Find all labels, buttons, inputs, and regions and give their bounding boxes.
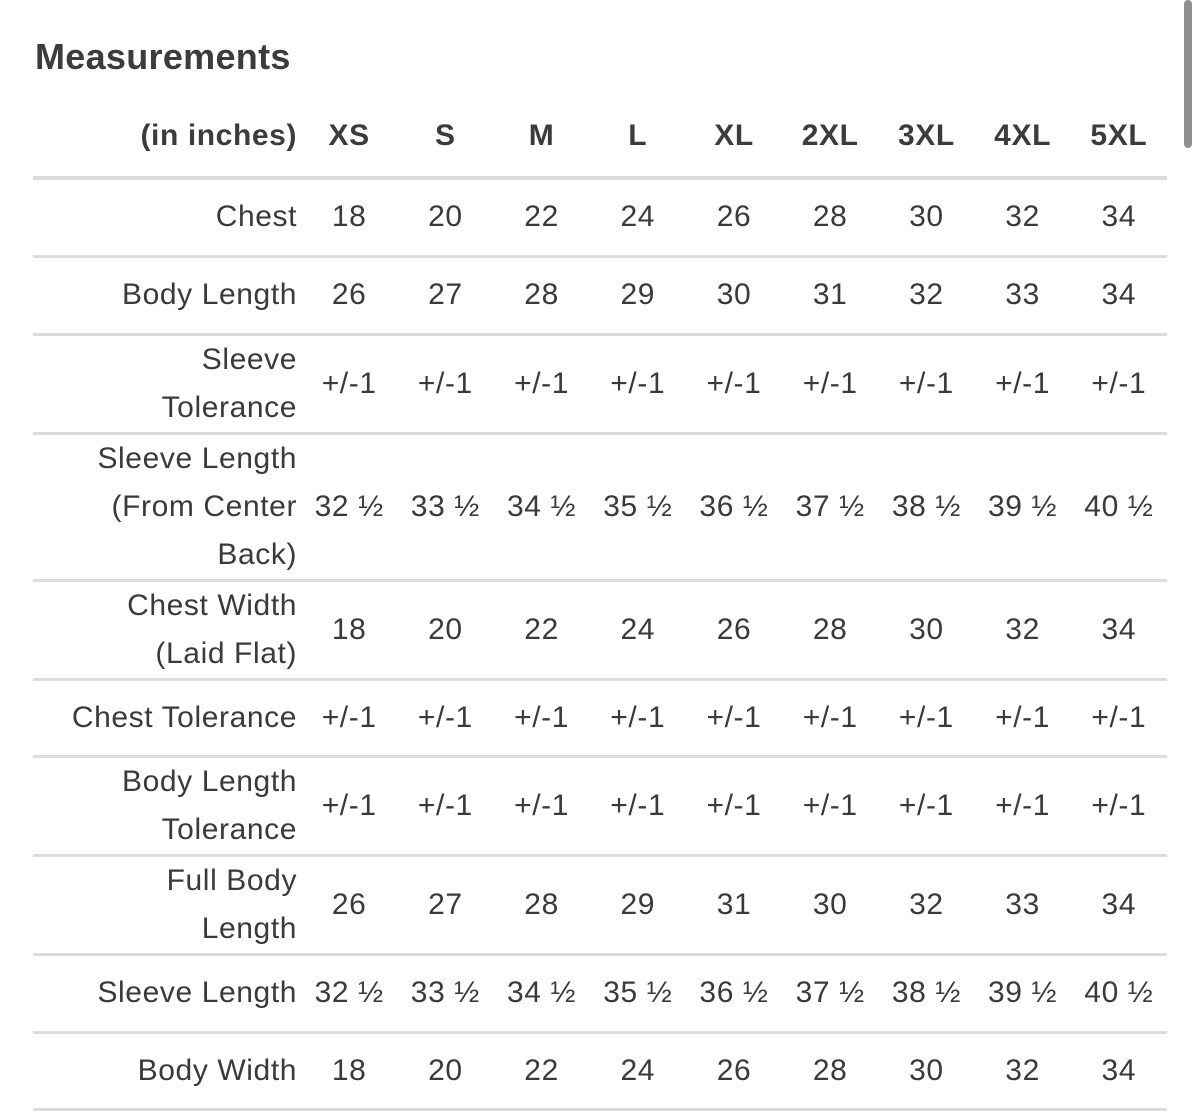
measurement-cell: 24 <box>590 580 686 679</box>
measurement-cell: 20 <box>397 580 493 679</box>
measurement-cell: +/-1 <box>782 334 878 433</box>
measurement-cell: 38 ½ <box>878 954 974 1032</box>
measurement-cell: +/-1 <box>782 679 878 756</box>
row-label <box>33 1032 301 1109</box>
measurement-cell: 32 <box>878 855 974 954</box>
measurement-cell: 26 <box>686 178 782 256</box>
row-label-line: (Laid Flat) <box>155 636 298 670</box>
row-label-line: Back) <box>217 537 298 571</box>
measurement-cell: 24 <box>590 178 686 256</box>
measurement-cell: +/-1 <box>397 756 493 855</box>
measurement-cell: 32 <box>878 256 974 334</box>
row-label-line: Tolerance <box>161 390 298 424</box>
measurement-cell: 29 <box>590 855 686 954</box>
row-label <box>33 178 301 256</box>
measurement-cell: +/-1 <box>493 679 589 756</box>
measurement-cell: 29 <box>590 256 686 334</box>
table-row <box>33 756 1167 855</box>
measurement-cell: 31 <box>782 256 878 334</box>
measurement-cell: +/-1 <box>590 756 686 855</box>
measurement-cell: +/-1 <box>301 679 397 756</box>
measurement-cell: 18 <box>301 580 397 679</box>
row-label-line: Sleeve Length <box>97 441 298 475</box>
measurement-cell: 34 ½ <box>493 433 589 580</box>
row-label-line: Sleeve <box>201 342 298 376</box>
table-row <box>33 855 1167 954</box>
measurement-cell: +/-1 <box>1071 679 1167 756</box>
measurement-cell: +/-1 <box>397 679 493 756</box>
measurement-cell: +/-1 <box>974 334 1070 433</box>
measurement-cell: 30 <box>686 256 782 334</box>
measurement-cell: +/-1 <box>1071 334 1167 433</box>
measurement-cell: +/-1 <box>397 334 493 433</box>
measurement-cell: 33 ½ <box>397 954 493 1032</box>
size-chart-body <box>33 178 1167 1109</box>
measurement-cell: +/-1 <box>493 756 589 855</box>
measurement-cell: 34 <box>1071 256 1167 334</box>
measurement-cell: 35 ½ <box>590 433 686 580</box>
size-header-row <box>33 96 1167 178</box>
table-row <box>33 1032 1167 1109</box>
row-label-line: Length <box>201 911 298 945</box>
measurement-cell: 30 <box>878 1032 974 1109</box>
measurement-cell: 22 <box>493 580 589 679</box>
measurement-cell: 28 <box>493 256 589 334</box>
size-header: XS <box>301 96 397 178</box>
measurement-cell: 38 ½ <box>878 433 974 580</box>
table-row <box>33 334 1167 433</box>
row-label-line: Body Width <box>137 1053 298 1087</box>
row-label-line: Sleeve Length <box>97 976 298 1009</box>
measurement-cell: 24 <box>590 1032 686 1109</box>
measurement-cell: 32 ½ <box>301 433 397 580</box>
row-label-line: Chest Tolerance <box>71 700 298 734</box>
measurement-cell: 34 ½ <box>493 954 589 1032</box>
size-header: S <box>397 96 493 178</box>
measurement-cell: 28 <box>782 1032 878 1109</box>
measurement-cell: +/-1 <box>974 679 1070 756</box>
measurement-cell: +/-1 <box>301 756 397 855</box>
measurement-cell: 34 <box>1071 1032 1167 1109</box>
measurement-cell: 32 <box>974 178 1070 256</box>
size-header: M <box>493 96 589 178</box>
measurement-cell: 34 <box>1071 580 1167 679</box>
size-header: 5XL <box>1071 96 1167 178</box>
measurement-cell: +/-1 <box>686 756 782 855</box>
table-row <box>33 954 1167 1032</box>
measurement-cell: +/-1 <box>590 334 686 433</box>
measurement-cell: 39 ½ <box>974 954 1070 1032</box>
measurement-cell: 32 <box>974 1032 1070 1109</box>
measurement-cell: +/-1 <box>782 756 878 855</box>
row-label-line: Chest Width <box>127 588 298 622</box>
measurement-cell: 18 <box>301 178 397 256</box>
unit-header: (in inches) <box>33 96 301 178</box>
measurement-cell: 39 ½ <box>974 433 1070 580</box>
measurement-cell: 28 <box>782 178 878 256</box>
row-label <box>33 433 301 580</box>
measurement-cell: 30 <box>878 178 974 256</box>
row-label-line: Chest <box>215 200 298 234</box>
measurement-cell: 37 ½ <box>782 954 878 1032</box>
measurement-cell: 20 <box>397 178 493 256</box>
row-label-line: Body Length <box>121 278 298 311</box>
row-label <box>33 855 301 954</box>
measurement-cell: +/-1 <box>686 334 782 433</box>
table-row <box>33 580 1167 679</box>
measurement-cell: +/-1 <box>974 756 1070 855</box>
row-label-line: (From Center <box>111 489 298 523</box>
measurement-cell: 26 <box>686 580 782 679</box>
size-header: 4XL <box>974 96 1070 178</box>
table-row <box>33 433 1167 580</box>
row-label <box>33 756 301 855</box>
row-label-line: Full Body <box>166 863 298 897</box>
measurement-cell: 36 ½ <box>686 433 782 580</box>
measurement-cell: 26 <box>301 855 397 954</box>
measurement-cell: 35 ½ <box>590 954 686 1032</box>
row-label-line: Body Length <box>121 764 298 798</box>
measurement-cell: +/-1 <box>301 334 397 433</box>
measurement-cell: 40 ½ <box>1071 433 1167 580</box>
size-header: 2XL <box>782 96 878 178</box>
size-header: 3XL <box>878 96 974 178</box>
measurement-cell: +/-1 <box>878 679 974 756</box>
row-label-line: Tolerance <box>161 812 298 846</box>
row-label <box>33 679 301 756</box>
measurement-cell: 32 <box>974 580 1070 679</box>
measurement-cell: 26 <box>301 256 397 334</box>
measurement-cell: 33 <box>974 855 1070 954</box>
measurement-cell: 33 <box>974 256 1070 334</box>
measurement-cell: +/-1 <box>686 679 782 756</box>
measurement-cell: 22 <box>493 1032 589 1109</box>
measurement-cell: 22 <box>493 178 589 256</box>
measurement-cell: 27 <box>397 256 493 334</box>
measurement-cell: 18 <box>301 1032 397 1109</box>
measurement-cell: 34 <box>1071 178 1167 256</box>
row-label <box>33 580 301 679</box>
measurement-cell: 31 <box>686 855 782 954</box>
measurement-cell: +/-1 <box>878 756 974 855</box>
table-row <box>33 178 1167 256</box>
size-chart-table <box>33 96 1167 1111</box>
measurement-cell: +/-1 <box>493 334 589 433</box>
measurement-cell: 32 ½ <box>301 954 397 1032</box>
measurement-cell: 28 <box>782 580 878 679</box>
measurement-cell: 34 <box>1071 855 1167 954</box>
measurement-cell: 30 <box>782 855 878 954</box>
table-row <box>33 679 1167 756</box>
measurement-cell: 27 <box>397 855 493 954</box>
measurement-cell: 28 <box>493 855 589 954</box>
row-label <box>33 256 301 334</box>
measurement-cell: +/-1 <box>1071 756 1167 855</box>
measurement-cell: 30 <box>878 580 974 679</box>
measurement-cell: 36 ½ <box>686 954 782 1032</box>
size-header: L <box>590 96 686 178</box>
measurement-cell: +/-1 <box>878 334 974 433</box>
measurement-cell: 37 ½ <box>782 433 878 580</box>
page-title: Measurements <box>35 36 291 77</box>
measurement-cell: 40 ½ <box>1071 954 1167 1032</box>
measurement-cell: +/-1 <box>590 679 686 756</box>
measurement-cell: 26 <box>686 1032 782 1109</box>
table-row <box>33 256 1167 334</box>
row-label <box>33 954 301 1032</box>
measurement-cell: 20 <box>397 1032 493 1109</box>
size-header: XL <box>686 96 782 178</box>
measurement-cell: 33 ½ <box>397 433 493 580</box>
vertical-scrollbar[interactable] <box>1184 0 1192 148</box>
row-label <box>33 334 301 433</box>
